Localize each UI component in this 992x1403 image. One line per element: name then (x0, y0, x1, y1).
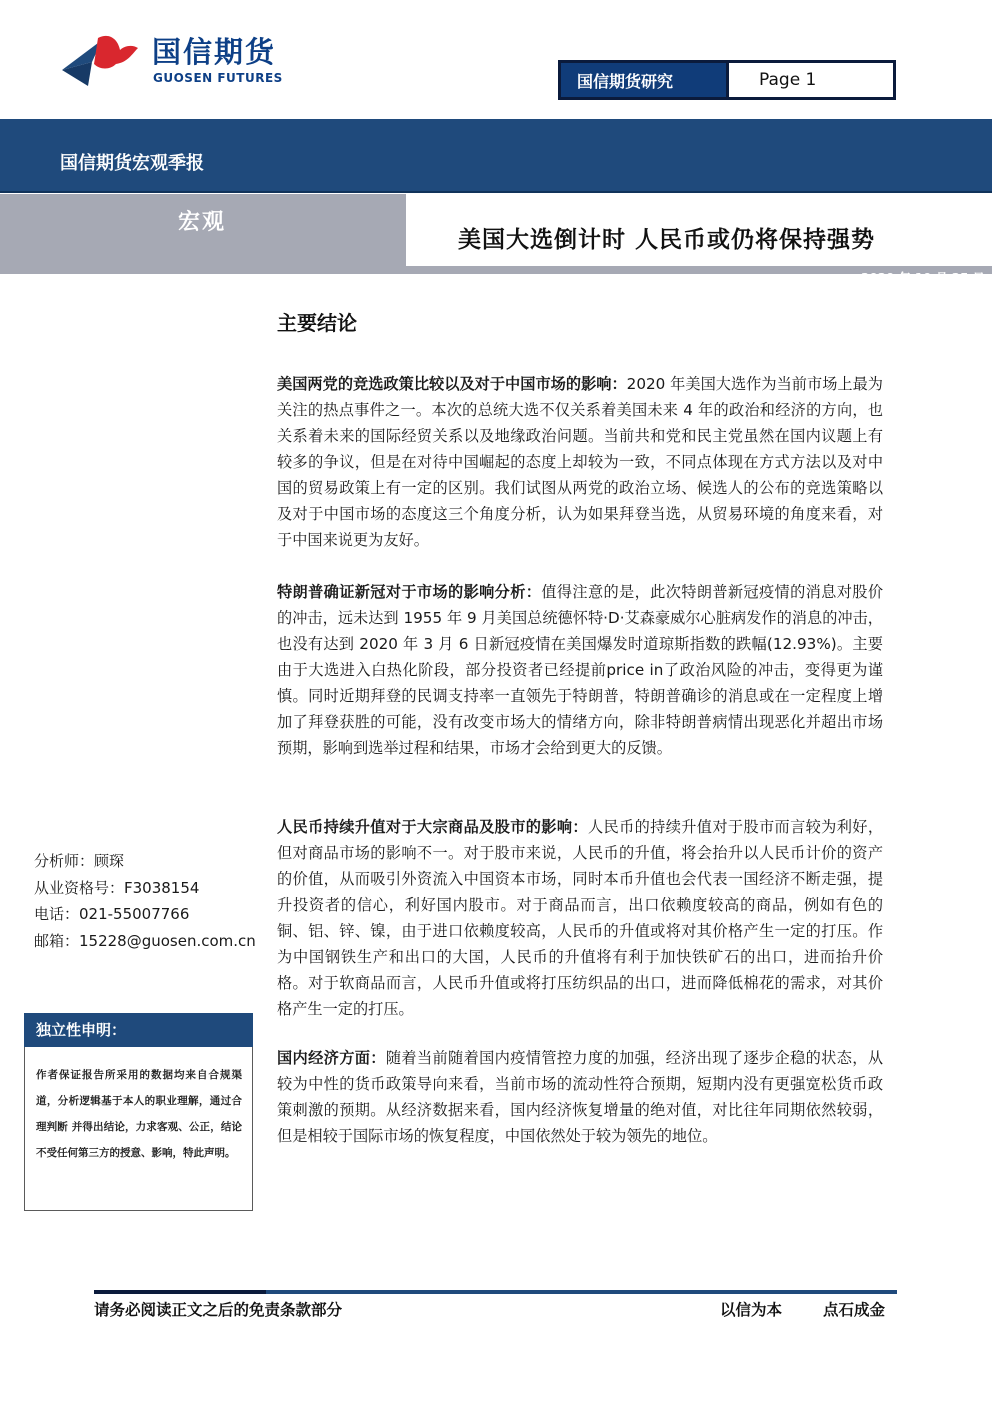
category-label: 宏观 (178, 210, 227, 235)
guosen-logo-icon (58, 34, 148, 88)
analyst-name: 分析师：顾琛 (34, 852, 125, 870)
paragraph-text: 人民币的持续升值对于股市而言较为利好，但对商品市场的影响不一。对于股市来说，人民币的升值，将会抬升以人民币计价的资产的价值，从而吸引外资流入中国资本市场，同时本币升值也会代表一国经济不断走强，提升投资者的信心，利好国内股市。对于商品而言，出口依赖度较高的商品，例如有色的铜、铝、锌、镍，由于进口依赖度较高，人民币的升值或将对其价格产生一定的打压。作为中国钢铁生产和出口的大国，人民币的升值将有利于加快铁矿石的出口，进而抬升价格。对于软商品而言，人民币升值或将打压纺织品的出口，进而降低棉花的需求，对其价格产生一定的打压。 (277, 818, 884, 1018)
paragraph-text: 随着当前随着国内疫情管控力度的加强，经济出现了逐步企稳的状态，从较为中性的货币政策导向来看，当前市场的流动性符合预期，短期内没有更强宽松货币政策刺激的预期。从经济数据来看，国内经济恢复增量的绝对值，对比往年同期依然较弱，但是相较于国际市场的恢复程度，中国依然处于较为领先的地位。 (277, 1049, 884, 1145)
paragraph-trump-covid (277, 579, 883, 761)
analyst-license: 从业资格号：F3038154 (34, 878, 200, 897)
analyst-info (34, 848, 264, 954)
analyst-phone: 电话：021-55007766 (34, 905, 190, 923)
brand-name-cn: 国信期货 (152, 35, 277, 69)
paragraph-domestic-economy (277, 1045, 883, 1149)
paragraph-text: 值得注意的是，此次特朗普新冠疫情的消息对股价的冲击，远未达到 1955 年 9 月美国总统德怀特·D·艾森豪威尔心脏病发作的消息的冲击，也没有达到 2020 年 3 月 6 日新冠疫情在美国爆发时道琼斯指数的跌幅(12.93%)。主要由于大选进入白热化阶段，部分投资者已经提前price in了政治风险的冲击，变得更为谨慎。同时近期拜登的民调支持率一直领先于特朗普，特朗普确诊的消息或在一定程度上增加了拜登获胜的可能，没有改变市场大的情绪方向，除非特朗普病情出现恶化并超出市场预期，影响到选举过程和结果，市场才会给到更大的反馈。 (277, 583, 884, 757)
footer-rule-accent (94, 1290, 266, 1294)
paragraph-text: 2020 年美国大选作为当前市场上最为关注的热点事件之一。本次的总统大选不仅关系着美国未来 4 年的政治和经济的方向，也关系着未来的国际经贸关系以及地缘政治问题。当前共和党和民主党虽然在国内议题上有较多的争议，但是在对待中国崛起的态度上却较为一致，不同点体现在方式方法以及对中国的贸易政策上有一定的区别。我们试图从两党的政治立场、候选人的公布的竞选策略以及对于中国市场的态度这三个角度分析，认为如果拜登当选，从贸易环境的角度来看，对于中国来说更为友好。 (277, 375, 883, 549)
paragraph-lead: 特朗普确证新冠对于市场的影响分析： (277, 583, 542, 601)
brand-name-en: GUOSEN FUTURES (153, 71, 283, 85)
paragraph-election-policy (277, 371, 883, 553)
independence-statement-title: 独立性申明： (36, 1021, 127, 1039)
section-heading: 主要结论 (277, 311, 357, 335)
report-title: 美国大选倒计时 人民币或仍将保持强势 (458, 227, 876, 253)
research-label: 国信期货研究 (561, 63, 729, 97)
independence-statement-text: 作者保证报告所采用的数据均来自合规渠道，分析逻辑基于本人的职业理解，通过合理判断 并得出结论，力求客观、公正，结论不受任何第三方的授意、影响，特此声明。 (36, 1069, 242, 1159)
research-page-box (558, 60, 896, 100)
footer-slogan-2: 点石成金 (823, 1301, 886, 1319)
paragraph-lead: 美国两党的竞选政策比较以及对于中国市场的影响： (277, 375, 627, 393)
paragraph-lead: 国内经济方面： (277, 1049, 386, 1067)
footer-disclaimer-notice: 请务必阅读正文之后的免责条款部分 (94, 1301, 343, 1319)
report-series-title: 国信期货宏观季报 (60, 153, 204, 174)
paragraph-rmb-appreciation (277, 814, 883, 1022)
page-number: Page 1 (759, 70, 817, 90)
paragraph-lead: 人民币持续升值对于大宗商品及股市的影响： (277, 818, 588, 836)
report-date: 2020 年 10 月 25 日 (861, 271, 985, 285)
analyst-email: 邮箱：15228@guosen.com.cn (34, 931, 256, 950)
footer-slogan-1: 以信为本 (720, 1301, 783, 1319)
